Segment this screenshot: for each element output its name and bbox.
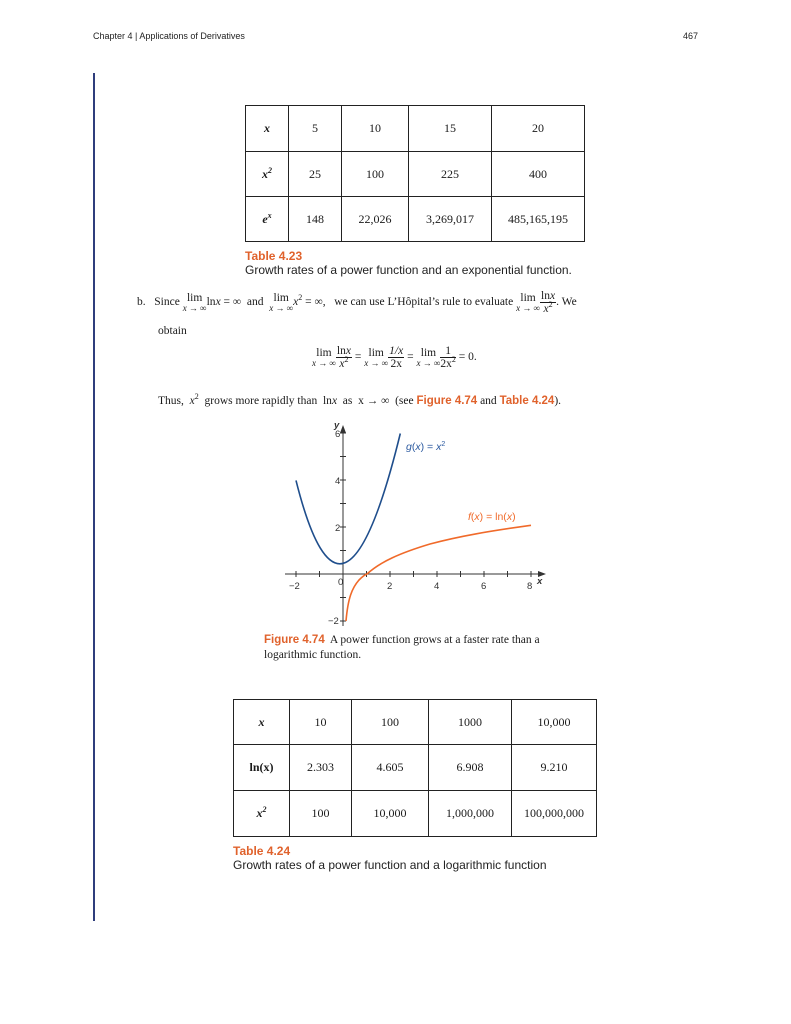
table-cell: 25 bbox=[289, 152, 342, 197]
table-cell: 22,026 bbox=[342, 197, 409, 242]
figure-caption-text: A power function grows at a faster rate than a logarithmic function. bbox=[264, 634, 540, 661]
row-header: $e^x$ bbox=[246, 197, 289, 242]
axes bbox=[285, 430, 542, 626]
table-cell: 400 bbox=[492, 152, 585, 197]
table-4-23-caption bbox=[245, 249, 572, 277]
row-header: x bbox=[234, 700, 290, 745]
fraction: $\frac{\ln x}{x^2}$ bbox=[541, 290, 556, 315]
text: ln bbox=[322, 395, 332, 407]
table-cell: 100 bbox=[290, 791, 352, 837]
svg-text:y: y bbox=[334, 420, 340, 431]
table-row bbox=[246, 152, 585, 197]
table-cell: 225 bbox=[409, 152, 492, 197]
f-label: f(x) = ln(x) bbox=[468, 511, 516, 523]
table-label: Table 4.24 bbox=[233, 844, 291, 858]
limit-3: lim x → ∞ bbox=[516, 291, 541, 313]
row-header: $x^2$ bbox=[246, 152, 289, 197]
figure-label: Figure 4.74 bbox=[264, 634, 325, 646]
text: = ∞ bbox=[305, 296, 323, 309]
svg-text:−2: −2 bbox=[289, 581, 300, 592]
table-cell: 100,000,000 bbox=[512, 791, 597, 837]
table-cell: 4.605 bbox=[352, 745, 429, 791]
part-b-line: b. Since lim x → ∞ lnx = ∞ and lim x → ∞ $x^2$ = ∞, we can use L’Hôpital’s rule to evaluate lim x → ∞ $\frac{\ln x}{x^2}$ . We bbox=[137, 290, 577, 315]
table-cell: 100 bbox=[352, 700, 429, 745]
svg-text:4: 4 bbox=[434, 581, 440, 592]
table-cell: 10 bbox=[342, 106, 409, 152]
chapter-title: Chapter 4 | Applications of Derivatives bbox=[93, 31, 245, 41]
table-4-24-caption bbox=[233, 844, 547, 872]
table-cell: 100 bbox=[342, 152, 409, 197]
text: = 0. bbox=[458, 351, 477, 364]
margin-rule bbox=[93, 73, 95, 921]
text: Since bbox=[154, 296, 180, 309]
text: and bbox=[480, 395, 497, 407]
obtain-text: obtain bbox=[158, 325, 187, 337]
fraction: $\frac{1}{2x^2}$ bbox=[440, 345, 456, 370]
text: as bbox=[342, 395, 353, 407]
table-caption-text: Growth rates of a power function and a logarithmic function bbox=[233, 858, 547, 872]
table-cell: 485,165,195 bbox=[492, 197, 585, 242]
svg-text:2: 2 bbox=[335, 523, 341, 534]
limit: lim x → ∞ bbox=[364, 346, 389, 368]
table-row bbox=[234, 745, 597, 791]
text: and bbox=[246, 296, 264, 309]
limit-1: lim x → ∞ bbox=[182, 291, 207, 313]
table-cell: 10,000 bbox=[352, 791, 429, 837]
table-cell: 3,269,017 bbox=[409, 197, 492, 242]
table-row bbox=[246, 106, 585, 152]
table-cell: 15 bbox=[409, 106, 492, 152]
y-axis-arrow-icon bbox=[340, 425, 346, 433]
text: ln bbox=[206, 296, 216, 309]
row-header: ln(x) bbox=[234, 745, 290, 791]
fraction: $\frac{\ln x}{x^2}$ bbox=[336, 345, 351, 370]
page-header bbox=[93, 31, 698, 45]
table-cell: 5 bbox=[289, 106, 342, 152]
svg-text:2: 2 bbox=[387, 581, 393, 592]
thus-line: Thus, $x^2$ grows more rapidly than lnx as x → ∞ (see Figure 4.74 and Table 4.24). bbox=[158, 392, 562, 407]
text: Thus, bbox=[158, 395, 184, 407]
ticks bbox=[296, 433, 531, 621]
svg-text:8: 8 bbox=[527, 581, 533, 592]
table-caption-text: Growth rates of a power function and an exponential function. bbox=[245, 263, 572, 277]
svg-text:0: 0 bbox=[338, 577, 344, 588]
table-cell: 2.303 bbox=[290, 745, 352, 791]
svg-text:6: 6 bbox=[481, 581, 487, 592]
list-marker: b. bbox=[137, 296, 146, 309]
text: (see bbox=[395, 395, 414, 407]
svg-text:−2: −2 bbox=[328, 616, 339, 627]
text: , we can use L’Hôpital’s rule to evaluate bbox=[322, 296, 514, 309]
row-header: x bbox=[246, 106, 289, 152]
table-cell: 6.908 bbox=[429, 745, 512, 791]
table-4-24-link[interactable]: Table 4.24 bbox=[499, 395, 555, 407]
page-number: 467 bbox=[682, 31, 698, 41]
table-cell: 20 bbox=[492, 106, 585, 152]
figure-4-74-caption bbox=[264, 633, 564, 663]
limit: lim x → ∞ bbox=[416, 346, 441, 368]
fraction: $\frac{1/x}{2x}$ bbox=[389, 345, 404, 370]
table-4-24 bbox=[233, 699, 597, 837]
table-cell: 148 bbox=[289, 197, 342, 242]
text: x → ∞ bbox=[358, 395, 390, 407]
text: = ∞ bbox=[223, 296, 242, 309]
text: grows more rapidly than bbox=[204, 395, 318, 407]
table-cell: 9.210 bbox=[512, 745, 597, 791]
row-header: $x^2$ bbox=[234, 791, 290, 837]
limit-2: lim x → ∞ bbox=[269, 291, 294, 313]
table-row bbox=[246, 197, 585, 242]
svg-text:x: x bbox=[537, 576, 543, 587]
table-cell: 1,000,000 bbox=[429, 791, 512, 837]
figure-4-74-link[interactable]: Figure 4.74 bbox=[416, 395, 478, 407]
text: . We bbox=[556, 296, 577, 309]
table-row bbox=[234, 700, 597, 745]
display-equation: lim x → ∞ $\frac{\ln x}{x^2}$ = lim x → ∞ $\frac{1/x}{2x}$ = lim x → ∞ $\frac{1}{2x^2}$ = 0. bbox=[312, 345, 477, 370]
limit: lim x → ∞ bbox=[312, 346, 336, 368]
text: ). bbox=[554, 395, 562, 407]
svg-text:6: 6 bbox=[335, 429, 341, 440]
table-label: Table 4.23 bbox=[245, 249, 303, 263]
log-curve bbox=[346, 525, 531, 621]
table-cell: 10,000 bbox=[512, 700, 597, 745]
table-cell: 10 bbox=[290, 700, 352, 745]
table-row bbox=[234, 791, 597, 837]
parabola-curve bbox=[296, 434, 400, 564]
g-label: $g(x) = x^2$ bbox=[406, 441, 446, 453]
figure-4-74-graph bbox=[280, 418, 560, 630]
svg-text:4: 4 bbox=[335, 476, 341, 487]
table-cell: 1000 bbox=[429, 700, 512, 745]
table-4-23 bbox=[245, 105, 585, 242]
